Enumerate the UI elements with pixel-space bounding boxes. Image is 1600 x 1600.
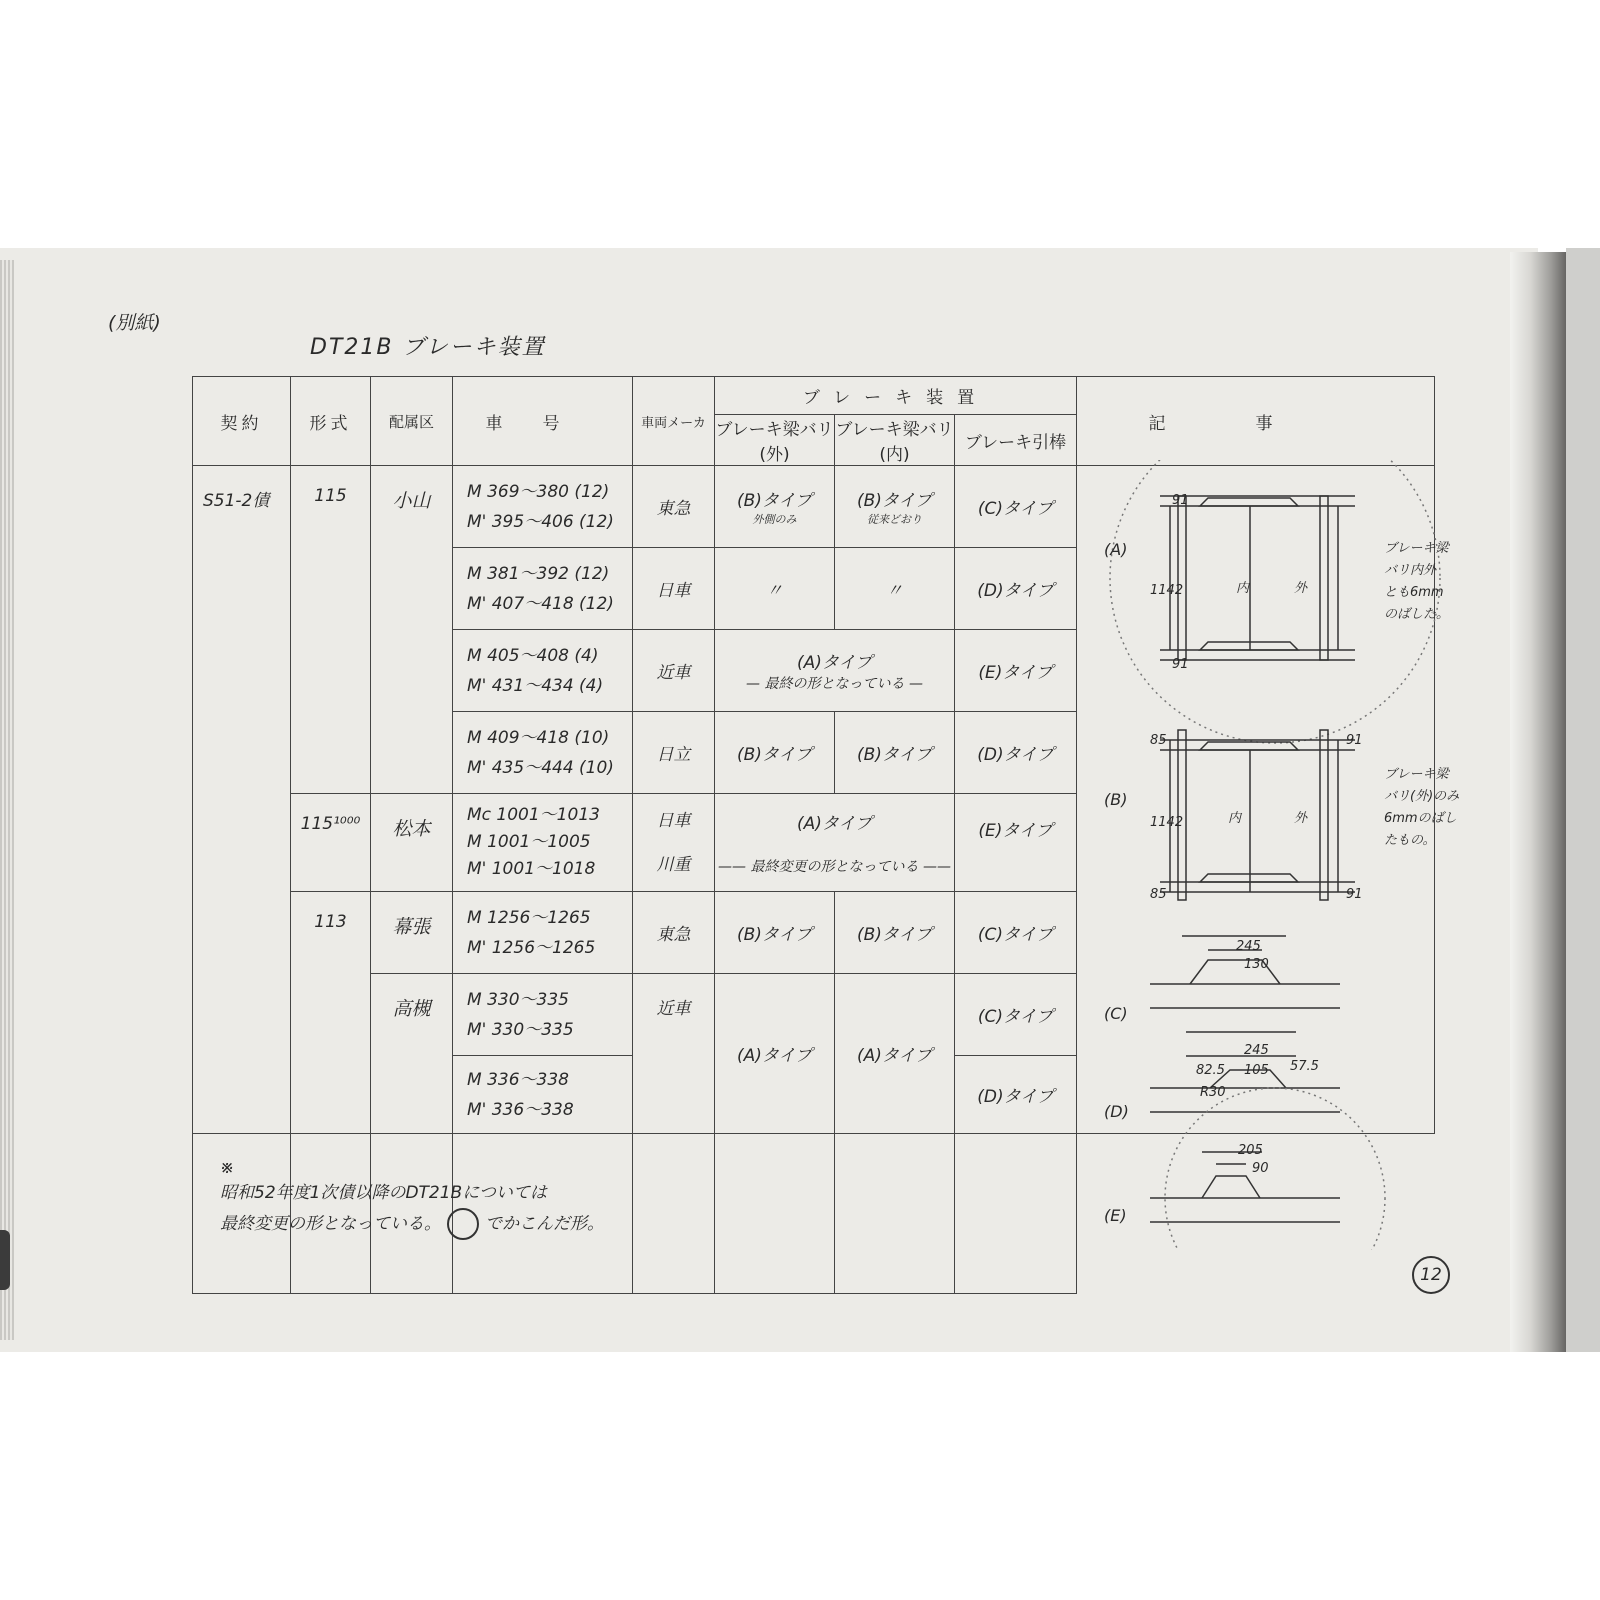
brake-rod-cell: (D)タイプ — [955, 1056, 1077, 1134]
brake-outer-cell: 〃 — [715, 548, 835, 630]
figure-b-label: (B) — [1104, 790, 1128, 809]
brake-inner-cell: (B)タイプ — [835, 712, 955, 794]
figure-b-inner: 内 — [1228, 811, 1242, 826]
figure-d-dim-0: 245 — [1244, 1043, 1269, 1058]
brake-rod-cell: (C)タイプ — [955, 974, 1077, 1056]
page-number: 12 — [1412, 1256, 1450, 1294]
car-range: Mc 1001〜1013 — [467, 805, 600, 825]
depot-cell-takatsuki — [371, 974, 453, 1134]
header-depot: 配属区 — [371, 377, 453, 466]
car-range: M' 407〜418 (12) — [467, 593, 614, 614]
figure-b-note — [1384, 764, 1459, 852]
figure-a-dim-top: 91 — [1172, 493, 1189, 508]
figure-c-dim-0: 245 — [1236, 939, 1261, 954]
header-maker: 車両メーカ — [633, 377, 715, 466]
figure-a-outer: 外 — [1294, 581, 1308, 596]
depot-takatsuki: 高槻 — [392, 998, 431, 1020]
brake-rod-cell: (D)タイプ — [955, 548, 1077, 630]
brake-inner-cell: (A)タイプ — [835, 974, 955, 1134]
header-type: 形式 — [291, 377, 371, 466]
depot-oyama: 小山 — [392, 490, 431, 512]
brake-merged-type: (A)タイプ — [796, 814, 873, 834]
maker-cell: 東急 — [633, 892, 715, 974]
footnote-line-2a: 最終変更の形となっている。 — [220, 1214, 441, 1234]
header-car-number: 車号 — [453, 377, 633, 466]
figure-a-note-line: バリ内外 — [1384, 563, 1437, 578]
car-number-cell — [453, 794, 633, 892]
figure-d-dim-3: 57.5 — [1290, 1059, 1319, 1074]
car-range: M' 1001〜1018 — [467, 859, 596, 879]
car-range: M 1001〜1005 — [467, 832, 591, 852]
footnote-mark: ※ — [220, 1158, 235, 1178]
header-contract: 契約 — [193, 377, 291, 466]
figure-b-diagram — [1160, 730, 1355, 900]
car-number-cell — [453, 548, 633, 630]
figure-d-label: (D) — [1104, 1102, 1129, 1121]
header-brake-pull-rod: ブレーキ引棒 — [955, 415, 1077, 466]
brake-merged-note: —— 最終変更の形となっている —— — [718, 859, 951, 875]
figure-c-dim-1: 130 — [1244, 957, 1269, 972]
header-brake: ブレーキ装置 — [715, 377, 1077, 415]
car-range: M' 435〜444 (10) — [467, 757, 614, 778]
figure-c-label: (C) — [1104, 1004, 1128, 1023]
figure-e-dim-0: 205 — [1238, 1143, 1263, 1158]
header-brake-beam-outer: ブレーキ梁バリ(外) — [715, 415, 835, 466]
maker-cell: 日車 — [633, 548, 715, 630]
figure-d-dim-1: 82.5 — [1196, 1063, 1225, 1078]
figure-d-dim-2: 105 — [1244, 1063, 1269, 1078]
footnote — [220, 1158, 604, 1240]
depot-makuhari: 幕張 — [392, 916, 431, 938]
maker-cell: 日立 — [633, 712, 715, 794]
brake-rod-cell: (D)タイプ — [955, 712, 1077, 794]
figure-b-outer: 外 — [1294, 811, 1308, 826]
figure-e-label: (E) — [1104, 1206, 1127, 1225]
type-113: 113 — [314, 912, 347, 932]
figure-a-inner: 内 — [1236, 581, 1250, 596]
brake-merged-cell — [715, 630, 955, 712]
type-115: 115 — [314, 486, 347, 506]
figure-b-dim-top-left: 85 — [1150, 733, 1167, 748]
brake-inner-cell: 〃 — [835, 548, 955, 630]
brake-rod-cell: (E)タイプ — [955, 794, 1077, 892]
figure-e-dim-1: 90 — [1252, 1161, 1269, 1176]
type-cell-113 — [291, 892, 371, 1134]
maker-b: 川重 — [656, 854, 691, 875]
brake-inner-cell — [835, 466, 955, 548]
brake-outer-cell: (A)タイプ — [715, 974, 835, 1134]
maker-cell — [633, 974, 715, 1134]
car-range: M 381〜392 (12) — [467, 563, 610, 584]
brake-outer-cell: (B)タイプ — [715, 892, 835, 974]
binder-clip — [0, 1230, 10, 1290]
footnote-line-1: 昭和52年度1次債以降のDT21Bについては — [220, 1183, 547, 1203]
depot-matsumoto: 松本 — [392, 818, 431, 840]
contract-value: S51-2債 — [203, 491, 270, 511]
car-range: M' 1256〜1265 — [467, 937, 596, 958]
brake-outer-note: 外側のみ — [752, 513, 797, 526]
type-115-1000: 115¹⁰⁰⁰ — [300, 814, 361, 834]
brake-outer-cell — [715, 466, 835, 548]
brake-inner-type: (B)タイプ — [856, 491, 933, 511]
car-range: M 336〜338 — [467, 1069, 569, 1090]
footnote-line-2 — [220, 1208, 604, 1240]
contract-cell — [193, 466, 291, 1134]
brake-inner-cell: (B)タイプ — [835, 892, 955, 974]
car-range: M 409〜418 (10) — [467, 727, 610, 748]
car-number-cell — [453, 466, 633, 548]
brake-outer-cell: (B)タイプ — [715, 712, 835, 794]
brake-rod-cell: (C)タイプ — [955, 466, 1077, 548]
brake-inner-note: 従来どおり — [867, 513, 922, 526]
header-remarks: 記事 — [1077, 377, 1435, 466]
type-cell-115-1000 — [291, 794, 371, 892]
figure-b-dim-top-right: 91 — [1346, 733, 1363, 748]
brake-merged-type: (A)タイプ — [796, 653, 873, 673]
type-cell-115 — [291, 466, 371, 794]
brake-rod-cell: (C)タイプ — [955, 892, 1077, 974]
figure-b-dim-bottom-left: 85 — [1150, 887, 1167, 902]
header-brake-beam-inner: ブレーキ梁バリ(内) — [835, 415, 955, 466]
maker-cell: 東急 — [633, 466, 715, 548]
header-row — [193, 377, 1435, 415]
facing-page-edge — [1566, 248, 1600, 1352]
footnote-line-2b: でかこんだ形。 — [485, 1214, 604, 1234]
figure-b-note-line: たもの。 — [1384, 833, 1436, 848]
brake-merged-note: — 最終の形となっている — — [746, 676, 923, 692]
maker-a: 日車 — [656, 810, 691, 831]
car-range: M' 330〜335 — [467, 1019, 574, 1040]
brake-rod-cell: (E)タイプ — [955, 630, 1077, 712]
car-range: M 405〜408 (4) — [467, 645, 599, 666]
brake-merged-cell — [715, 794, 955, 892]
car-range: M 1256〜1265 — [467, 907, 591, 928]
sheet-label: (別紙) — [108, 312, 161, 334]
maker-value: 近車 — [656, 999, 691, 1019]
maker-cell: 近車 — [633, 630, 715, 712]
car-range: M 369〜380 (12) — [467, 481, 610, 502]
figure-b-note-line: ブレーキ梁 — [1384, 767, 1449, 782]
car-range: M 330〜335 — [467, 989, 569, 1010]
figure-b-note-line: 6mmのばし — [1384, 811, 1457, 826]
figure-b-note-line: バリ(外)のみ — [1384, 789, 1460, 804]
car-number-cell — [453, 712, 633, 794]
figure-b-dim-bottom-right: 91 — [1346, 887, 1363, 902]
figure-a-note-line: ブレーキ梁 — [1384, 541, 1449, 556]
car-number-cell — [453, 974, 633, 1056]
page-title: DT21B ブレーキ装置 — [310, 335, 546, 360]
maker-cell — [633, 794, 715, 892]
depot-cell-oyama — [371, 466, 453, 794]
depot-cell-matsumoto — [371, 794, 453, 892]
figure-a-note — [1384, 538, 1449, 626]
figure-d-dim-4: R30 — [1200, 1085, 1226, 1100]
page-stack-edge — [0, 260, 14, 1340]
depot-cell-makuhari — [371, 892, 453, 974]
brake-outer-type: (B)タイプ — [736, 491, 813, 511]
car-number-cell — [453, 1056, 633, 1134]
figure-a-dim-bottom: 91 — [1172, 657, 1189, 672]
car-number-cell — [453, 892, 633, 974]
figure-a-label: (A) — [1104, 540, 1128, 559]
figure-b-dim-side: 1142 — [1150, 815, 1184, 830]
figure-a-note-line: のばした。 — [1384, 607, 1450, 622]
car-range: M' 395〜406 (12) — [467, 511, 614, 532]
circle-mark-icon — [447, 1208, 479, 1240]
book-spine — [1510, 252, 1568, 1352]
car-range: M' 431〜434 (4) — [467, 675, 604, 696]
car-range: M' 336〜338 — [467, 1099, 574, 1120]
figure-a-dim-side: 1142 — [1150, 583, 1184, 598]
car-number-cell — [453, 630, 633, 712]
figure-a-note-line: とも6mm — [1384, 585, 1444, 600]
